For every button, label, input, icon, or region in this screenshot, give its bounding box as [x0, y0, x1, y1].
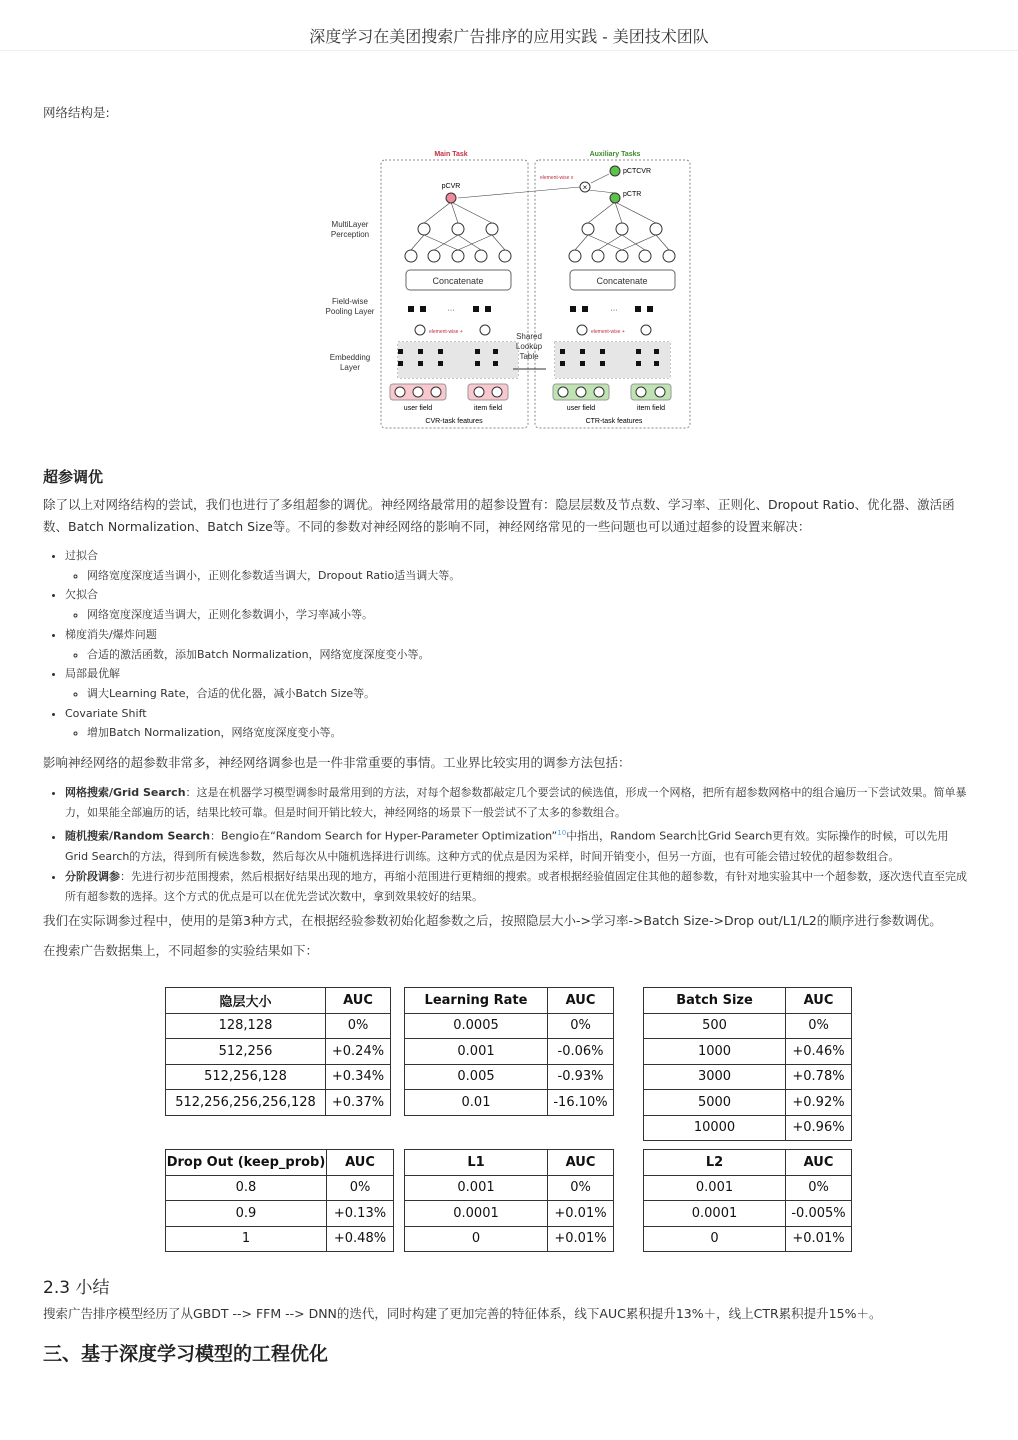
table-cell: +0.24%	[326, 1039, 391, 1065]
svg-text:pCTCVR: pCTCVR	[623, 168, 652, 175]
table-header: 隐层大小	[166, 988, 326, 1014]
table-cell: 128,128	[166, 1013, 326, 1039]
table-cell: 0%	[326, 1013, 391, 1039]
paragraph: 在搜索广告数据集上，不同超参的实验结果如下：	[43, 943, 319, 958]
table-cell: +0.48%	[327, 1226, 394, 1252]
table-cell: 0%	[548, 1013, 614, 1039]
svg-text:Pooling Layer: Pooling Layer	[325, 307, 375, 316]
table-cell: 0%	[327, 1175, 394, 1201]
table-cell: 5000	[644, 1090, 786, 1116]
list-item: • 网格搜索/Grid Search：这是在机器学习模型调参时最常用到的方法，对每个超参数都敲定几个要尝试的候选值，形成一个网格，把所有超参数网格中的组合遍历一下尝试效果。简单暴力，如果能全部遍历的话，结果比较可靠。但是时间开销比较大，神经网络的场景下一般尝试不了太多的参数组合。	[65, 783, 970, 823]
table-cell: 0.0005	[405, 1013, 548, 1039]
results-table	[643, 1149, 852, 1252]
method-list	[65, 783, 970, 907]
paragraph: 影响神经网络的超参数非常多，神经网络调参也是一件非常重要的事情。工业界比较实用的调参方法包括：	[43, 755, 631, 770]
esmm-network-diagram	[318, 144, 698, 434]
svg-text:user field: user field	[403, 405, 433, 412]
table-row	[166, 1090, 391, 1116]
svg-text:Perception: Perception	[330, 230, 370, 239]
svg-text:Layer: Layer	[339, 363, 361, 372]
list-item: • 欠拟合 ◦ 网络宽度深度适当调大，正则化参数调小，学习率减小等。	[65, 585, 975, 624]
table-cell: 0	[644, 1226, 786, 1252]
table-cell: 0	[405, 1226, 548, 1252]
table-cell: -0.005%	[786, 1201, 852, 1227]
svg-text:Shared: Shared	[516, 332, 542, 341]
svg-text:Concatenate: Concatenate	[596, 276, 648, 286]
summary-text: 搜索广告排序模型经历了从GBDT --> FFM --> DNN的迭代，同时构建了更加完善的特征体系，线下AUC累积提升13%＋，线上CTR累积提升15%＋。	[43, 1306, 882, 1321]
list-item: • 随机搜索/Random Search：Bengio在“Random Search for Hyper-Parameter Optimization”$^{10}$中指出，Random Search比Grid Search更有效。实际操作的时候，可以先用Grid Search的方法，得到所有候选参数，然后每次从中随机选择进行训练。这种方式的优点是因为采样，时间开销变小，但另一方面，也有可能会错过较优的超参数组合。	[65, 823, 970, 867]
table-row	[644, 1115, 852, 1141]
table-row	[644, 1013, 852, 1039]
table-row	[405, 1226, 614, 1252]
table-row	[644, 1175, 852, 1201]
table-cell: 0.001	[405, 1039, 548, 1065]
svg-text:item field: item field	[636, 405, 666, 412]
svg-text:pCVR: pCVR	[441, 183, 461, 190]
table-header: L1	[405, 1150, 548, 1176]
table-row	[644, 1226, 852, 1252]
intro-text: 网络结构是:	[43, 105, 110, 120]
table-cell: 0.01	[405, 1090, 548, 1116]
table-cell: 1	[166, 1226, 327, 1252]
table-cell: 0.8	[166, 1175, 327, 1201]
table-cell: 1000	[644, 1039, 786, 1065]
table-cell: +0.01%	[548, 1201, 614, 1227]
svg-text:Field-wise: Field-wise	[331, 297, 369, 306]
svg-text:user field: user field	[566, 405, 596, 412]
table-row	[166, 1039, 391, 1065]
table-cell: 10000	[644, 1115, 786, 1141]
main-task-label: Main Task	[434, 151, 468, 158]
svg-text:CVR-task features: CVR-task features	[425, 418, 483, 425]
section-heading-summary: 2.3 小结	[43, 1278, 110, 1298]
table-cell: 0.0001	[405, 1201, 548, 1227]
svg-text:Embedding: Embedding	[329, 353, 371, 362]
table-cell: +0.78%	[786, 1064, 852, 1090]
reference-link[interactable]: 10	[557, 829, 567, 837]
table-cell: 512,256,256,256,128	[166, 1090, 326, 1116]
svg-text:Table: Table	[519, 352, 539, 361]
table-header: Drop Out (keep_prob)	[166, 1150, 327, 1176]
table-cell: +0.34%	[326, 1064, 391, 1090]
list-item: • 过拟合 ◦ 网络宽度深度适当调小，正则化参数适当调大，Dropout Ratio适当调大等。	[65, 546, 975, 585]
table-cell: 0%	[786, 1175, 852, 1201]
table-row	[166, 1064, 391, 1090]
table-row	[405, 1090, 614, 1116]
aux-tasks-label: Auxiliary Tasks	[589, 151, 641, 158]
table-cell: 3000	[644, 1064, 786, 1090]
table-cell: +0.01%	[786, 1226, 852, 1252]
table-header: L2	[644, 1150, 786, 1176]
table-row	[644, 1090, 852, 1116]
table-row	[405, 1039, 614, 1065]
table-header: AUC	[786, 1150, 852, 1176]
header-divider	[0, 50, 1018, 51]
table-row	[644, 1201, 852, 1227]
list-item: • 分阶段调参：先进行初步范围搜索，然后根据好结果出现的地方，再缩小范围进行更精细的搜索。或者根据经验值固定住其他的超参数，有针对地实验其中一个超参数，逐次迭代直至完成所有超参数的选择。这个方式的优点是可以在优先尝试次数中，拿到效果较好的结果。	[65, 867, 970, 907]
table-cell: 0.001	[405, 1175, 548, 1201]
table-cell: 0%	[786, 1013, 852, 1039]
svg-text:×: ×	[582, 183, 588, 192]
table-row	[644, 1039, 852, 1065]
page-header-title: 深度学习在美团搜索广告排序的应用实践 - 美团技术团队	[309, 27, 709, 46]
table-header: AUC	[548, 988, 614, 1014]
table-cell: 0.001	[644, 1175, 786, 1201]
table-header: AUC	[327, 1150, 394, 1176]
results-table	[165, 987, 391, 1116]
table-cell: 512,256	[166, 1039, 326, 1065]
table-header: Batch Size	[644, 988, 786, 1014]
results-table	[404, 1149, 614, 1252]
table-cell: 0.9	[166, 1201, 327, 1227]
table-cell: +0.96%	[786, 1115, 852, 1141]
table-cell: 512,256,128	[166, 1064, 326, 1090]
svg-text:···: ···	[447, 307, 455, 314]
results-table	[404, 987, 614, 1116]
table-cell: -0.06%	[548, 1039, 614, 1065]
table-cell: -16.10%	[548, 1090, 614, 1116]
svg-text:pCTR: pCTR	[623, 191, 642, 198]
svg-text:element-wise x: element-wise x	[540, 175, 574, 181]
table-header: Learning Rate	[405, 988, 548, 1014]
list-item: • 局部最优解 ◦ 调大Learning Rate，合适的优化器，减小Batch Size等。	[65, 664, 975, 703]
svg-text:CTR-task features: CTR-task features	[585, 418, 643, 425]
svg-text:Lookup: Lookup	[515, 342, 543, 351]
table-header: AUC	[786, 988, 852, 1014]
table-cell: +0.46%	[786, 1039, 852, 1065]
svg-text:element-wise +: element-wise +	[429, 329, 463, 335]
table-cell: 0.005	[405, 1064, 548, 1090]
list-item: • 梯度消失/爆炸问题 ◦ 合适的激活函数，添加Batch Normalization，网络宽度深度变小等。	[65, 625, 975, 664]
table-row	[166, 1175, 394, 1201]
table-row	[405, 1201, 614, 1227]
table-row	[644, 1064, 852, 1090]
results-table	[165, 1149, 394, 1252]
table-cell: +0.92%	[786, 1090, 852, 1116]
list-item: • Covariate Shift ◦ 增加Batch Normalization，网络宽度深度变小等。	[65, 704, 975, 743]
table-header: AUC	[548, 1150, 614, 1176]
table-cell: +0.37%	[326, 1090, 391, 1116]
table-cell: 0%	[548, 1175, 614, 1201]
svg-text:···: ···	[610, 307, 618, 314]
svg-text:MultiLayer: MultiLayer	[331, 220, 369, 229]
paragraph: 我们在实际调参过程中，使用的是第3种方式，在根据经验参数初始化超参数之后，按照隐层大小->学习率->Batch Size->Drop out/L1/L2的顺序进行参数调优。	[43, 913, 942, 928]
results-table	[643, 987, 852, 1141]
table-row	[166, 1226, 394, 1252]
problem-list	[65, 546, 975, 743]
paragraph: 除了以上对网络结构的尝试，我们也进行了多组超参的调优。神经网络最常用的超参设置有：隐层层数及节点数、学习率、正则化、Dropout Ratio、优化器、激活函数、Batch Normalization、Batch Size等。不同的参数对神经网络的影响不同，神经网络常见的一些问题也可以通过超参的设置来解决：	[43, 497, 955, 534]
table-cell: -0.93%	[548, 1064, 614, 1090]
table-row	[405, 1013, 614, 1039]
concatenate-label: Concatenate	[432, 276, 484, 286]
svg-text:element-wise +: element-wise +	[591, 329, 625, 335]
table-cell: 500	[644, 1013, 786, 1039]
section-heading-hyperparameter: 超参调优	[43, 468, 104, 486]
table-cell: +0.01%	[548, 1226, 614, 1252]
table-row	[405, 1175, 614, 1201]
table-row	[166, 1201, 394, 1227]
table-row	[166, 1013, 391, 1039]
table-row	[405, 1064, 614, 1090]
table-cell: +0.13%	[327, 1201, 394, 1227]
table-cell: 0.0001	[644, 1201, 786, 1227]
table-header: AUC	[326, 988, 391, 1014]
svg-text:item field: item field	[473, 405, 503, 412]
section-heading-engineering: 三、基于深度学习模型的工程优化	[43, 1343, 329, 1365]
